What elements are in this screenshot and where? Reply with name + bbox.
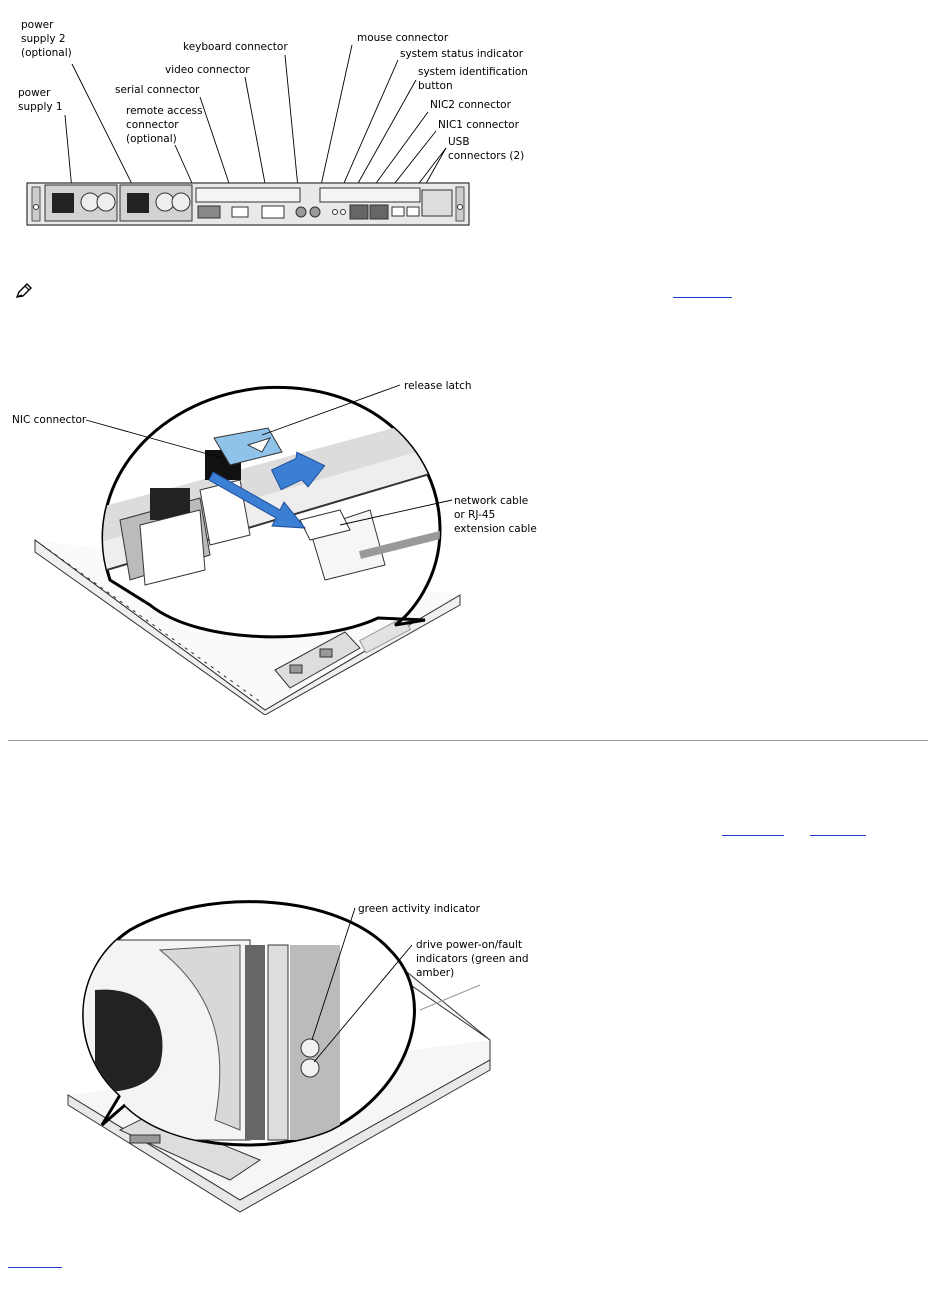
- back-panel-chassis: [27, 183, 469, 225]
- video-connector-label: video connector: [165, 64, 250, 76]
- green-activity-indicator-label: green activity indicator: [358, 903, 480, 915]
- serial-connector-label: serial connector: [115, 84, 200, 96]
- drive-indicators-figure: [0, 890, 540, 1220]
- note-pencil-icon: [14, 283, 34, 299]
- release-latch-label: release latch: [404, 380, 472, 392]
- magnified-callout: [90, 387, 460, 636]
- back-to-top-link[interactable]: [8, 1253, 62, 1268]
- figure-link[interactable]: [673, 283, 732, 298]
- drive-power-fault-label: drive power-on/fault indicators (green and amber): [416, 939, 529, 979]
- remote-access-connector-label: remote access connector (optional): [126, 105, 203, 145]
- keyboard-connector-label: keyboard connector: [183, 41, 288, 53]
- figure-link-a[interactable]: [722, 821, 784, 836]
- power-supply-2-label: power supply 2 (optional): [21, 19, 72, 59]
- magnified-callout-2: [70, 902, 414, 1145]
- nic-cable-figure: [0, 370, 560, 715]
- mouse-connector-label: mouse connector: [357, 32, 449, 44]
- usb-connectors-label: USB connectors (2): [448, 136, 525, 162]
- nic-connector-label: NIC connector: [12, 414, 87, 426]
- system-identification-button-label: system identification button: [418, 66, 528, 92]
- figure-link-b[interactable]: [810, 821, 866, 836]
- power-supply-1-label: power supply 1: [18, 87, 63, 113]
- network-cable-label: network cable or RJ-45 extension cable: [454, 495, 537, 535]
- nic2-connector-label: NIC2 connector: [430, 99, 511, 111]
- section-divider: [8, 740, 928, 741]
- nic1-connector-label: NIC1 connector: [438, 119, 519, 131]
- system-status-indicator-label: system status indicator: [400, 48, 524, 60]
- back-panel-figure: [0, 0, 540, 240]
